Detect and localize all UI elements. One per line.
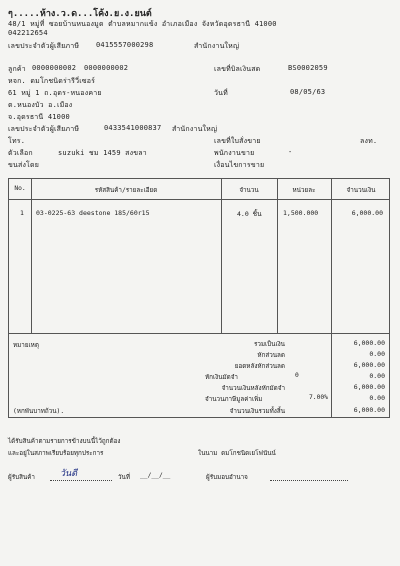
- grand-total-label: จำนวนเงินรวมทั้งสิ้น: [229, 408, 285, 415]
- footer-line-2: และอยู่ในสภาพเรียบร้อยทุกประการ: [8, 450, 104, 457]
- doc-number: BS0002059: [288, 64, 328, 72]
- deposit-value: 0.00: [369, 372, 385, 380]
- header-desc: รหัสสินค้า/รายละเอียด: [94, 187, 158, 194]
- customer-code-2: 0000000002: [84, 64, 129, 72]
- header-amount: จำนวนเงิน: [346, 187, 376, 194]
- header-no: No.: [14, 185, 26, 192]
- vat-value: 0.00: [369, 394, 385, 402]
- company-branch: สำนักงานใหญ่: [194, 42, 240, 50]
- authorized-signature-line: [270, 480, 348, 481]
- customer-address-3: จ.อุดรธานี 41000: [8, 113, 70, 121]
- company-address: 48/1 หมู่ที่ ซอยบ้านหนองมูด ตำบลหมากแข้ง อำเภอเมือง จังหวัดอุดรธานี 41000: [8, 20, 277, 28]
- seller-label: พนักงานขาย: [214, 149, 255, 157]
- customer-phone-label: โทร.: [8, 137, 26, 145]
- authorized-label: ผู้รับมอบอำนาจ: [206, 474, 248, 481]
- after-deposit-value: 6,000.00: [353, 383, 385, 391]
- row-qty: 4.0 ชิ้น: [237, 210, 262, 218]
- customer-tax-id: 0433541000837: [104, 124, 162, 132]
- items-table: [8, 178, 390, 334]
- after-discount-label: ยอดหลังหักส่วนลด: [234, 363, 285, 370]
- vat-label: จำนวนภาษีมูลค่าเพิ่ม: [205, 396, 263, 403]
- receiver-signature: วันดี: [60, 469, 78, 479]
- footer-company: ในนาม ดมโกชนิดเยโฟนันน์: [198, 450, 276, 457]
- deposit-label: หักเงินมัดจำ: [205, 374, 238, 381]
- customer-name: หจก. ดมโกชนิดร่ารีวี่เซอร์: [8, 77, 96, 85]
- ref-label: เลขที่ใบสั่งขาย: [214, 137, 261, 145]
- doc-number-label: เลขที่บิลเงินสด: [214, 65, 261, 73]
- company-tax-id: 0415557000298: [96, 41, 154, 49]
- vat-rate: 7.00%: [309, 394, 328, 401]
- row-amount: 6,000.00: [351, 209, 383, 217]
- footer-line-1: ได้รับสินค้าตามรายการข้างบนนี้ไว้ถูกต้อง: [8, 438, 121, 445]
- company-phone: 042212654: [8, 29, 48, 37]
- company-tax-label: เลขประจำตัวผู้เสียภาษี: [8, 42, 80, 50]
- doc-date: 08/05/63: [290, 88, 326, 96]
- receiver-signature-line: [50, 480, 112, 481]
- deposit-mid: 0: [295, 372, 299, 379]
- discount-value: 0.00: [369, 350, 385, 358]
- after-deposit-label: จำนวนเงินหลังหักมัดจำ: [221, 385, 285, 392]
- header-qty: จำนวน: [239, 187, 259, 194]
- subtotal-label: รวมเป็นเงิน: [253, 341, 285, 348]
- customer-address-2: ต.หนองบัว อ.เมือง: [8, 101, 73, 109]
- date-label: วันที่: [118, 474, 130, 481]
- header-unit: หน่วยละ: [292, 187, 316, 194]
- ref-value: ลงท.: [360, 137, 378, 145]
- customer-branch: สำนักงานใหญ่: [172, 125, 218, 133]
- terms-label: เงื่อนไขการขาย: [214, 161, 265, 169]
- customer-code-label: ลูกค้า: [8, 65, 26, 73]
- customer-code-1: 0000000002: [32, 64, 77, 72]
- amount-text: (หกพันบาทถ้วน).: [13, 408, 65, 415]
- row-no: 1: [20, 209, 24, 217]
- ship-label: ขนส่งโดย: [8, 161, 40, 169]
- row-unit: 1,500.000: [283, 209, 319, 217]
- doc-date-label: วันที่: [214, 89, 228, 97]
- subtotal-value: 6,000.00: [353, 339, 385, 347]
- date-blank: __/__/__: [140, 472, 171, 479]
- grand-total-value: 6,000.00: [353, 406, 385, 414]
- after-discount-value: 6,000.00: [353, 361, 385, 369]
- seller-value: -: [288, 148, 293, 156]
- customer-tax-label: เลขประจำตัวผู้เสียภาษี: [8, 125, 80, 133]
- car-value: suzuki ชม 1459 สงขลา: [58, 149, 147, 157]
- summary-box: [8, 334, 390, 418]
- remark-label: หมายเหตุ: [13, 342, 39, 349]
- customer-address-1: 61 หมู่ 1 ถ.อุดร-หนองคาย: [8, 89, 102, 97]
- discount-label: หักส่วนลด: [257, 352, 285, 359]
- company-name: ๆ.....ห้าง.ว.ด...โค้ง.ย.ง.ยนต์: [8, 9, 152, 19]
- receiver-label: ผู้รับสินค้า: [8, 474, 35, 481]
- row-desc: 03-0225-63 deestone 185/60r15: [36, 209, 150, 217]
- car-label: ตัวเลือก: [8, 149, 33, 157]
